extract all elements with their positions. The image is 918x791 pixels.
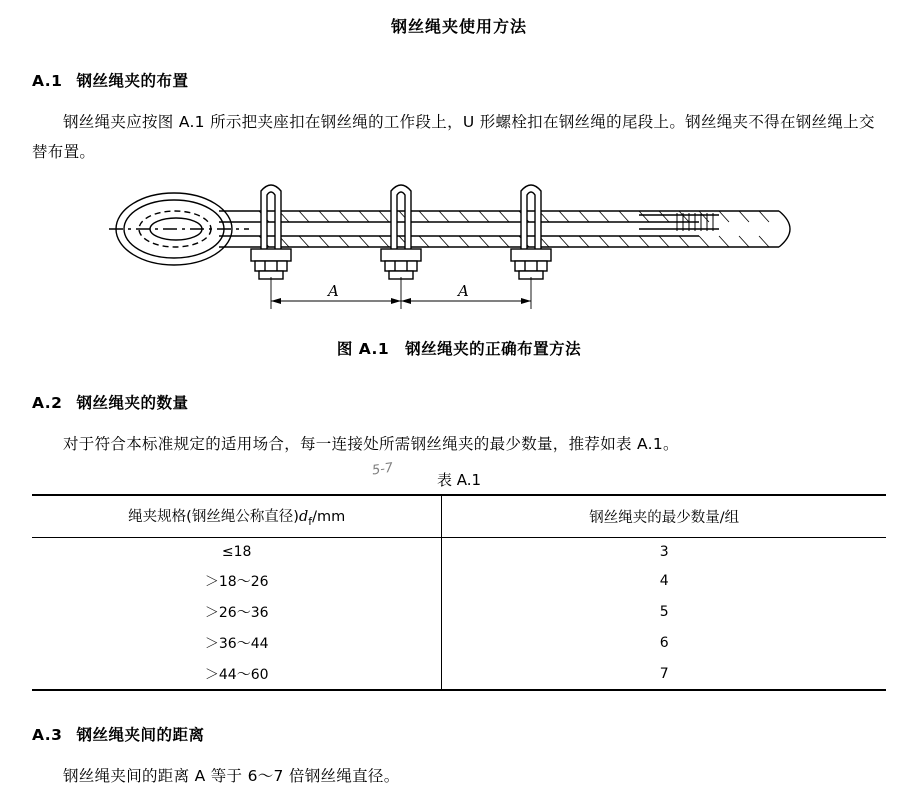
section-number-a3: A.3 bbox=[32, 725, 63, 744]
symbol-d-subscript: f bbox=[308, 514, 313, 528]
section-heading-a3 bbox=[32, 723, 886, 745]
cell-spec: ＞36～44 bbox=[32, 627, 442, 658]
cell-qty: 3 bbox=[659, 543, 669, 560]
section-paragraph-a3: 钢丝绳夹间的距离 A 等于 6～7 倍钢丝绳直径。 bbox=[63, 766, 400, 785]
cell-qty: 5 bbox=[659, 603, 669, 620]
table-caption: 表 A.1 bbox=[436, 471, 482, 489]
cell-qty: 4 bbox=[659, 572, 669, 589]
figure-dimension-label-2: A bbox=[458, 282, 469, 300]
clip-quantity-table bbox=[32, 494, 886, 691]
figure-caption: 图 A.1 钢丝绳夹的正确布置方法 bbox=[336, 340, 582, 358]
section-title-a3: 钢丝绳夹间的距离 bbox=[76, 725, 205, 744]
cell-spec: ＞26～36 bbox=[32, 596, 442, 627]
document-page bbox=[0, 14, 918, 785]
cell-spec: ＞18～26 bbox=[32, 565, 442, 596]
section-paragraph-a1: 钢丝绳夹应按图 A.1 所示把夹座扣在钢丝绳的工作段上，U 形螺栓扣在钢丝绳的尾段上。钢丝绳夹不得在钢丝绳上交替布置。 bbox=[32, 113, 875, 161]
section-number-a1: A.1 bbox=[32, 72, 63, 90]
section-title-a1: 钢丝绳夹的布置 bbox=[76, 72, 189, 90]
wire-rope-clip-diagram bbox=[79, 177, 839, 327]
page-title: 钢丝绳夹使用方法 bbox=[390, 17, 527, 36]
cell-spec: ＞44～60 bbox=[32, 658, 442, 690]
section-paragraph-a2: 对于符合本标准规定的适用场合，每一连接处所需钢丝绳夹的最少数量，推荐如表 A.1。 bbox=[63, 435, 679, 453]
table-row bbox=[32, 596, 886, 627]
handwritten-annotation: 5-7 bbox=[371, 460, 395, 479]
section-title-a2: 钢丝绳夹的数量 bbox=[76, 394, 189, 412]
table-header-spec: 绳夹规格(钢丝绳公称直径)$d_f/mm$ bbox=[32, 495, 442, 537]
cell-qty: 6 bbox=[659, 634, 669, 651]
cell-qty: 7 bbox=[659, 665, 669, 682]
symbol-d: d bbox=[298, 509, 309, 525]
table-row bbox=[32, 565, 886, 596]
section-heading-a2 bbox=[32, 391, 886, 413]
table-row bbox=[32, 537, 886, 565]
table-row bbox=[32, 627, 886, 658]
table-header-qty: 钢丝绳夹的最少数量/组 bbox=[589, 509, 740, 526]
section-number-a2: A.2 bbox=[32, 394, 63, 412]
cell-spec: ≤18 bbox=[32, 537, 442, 565]
table-row bbox=[32, 658, 886, 690]
section-heading-a1 bbox=[32, 69, 886, 91]
table-body bbox=[32, 537, 886, 690]
table-header-row bbox=[32, 495, 886, 537]
table-header bbox=[32, 495, 886, 537]
figure-dimension-label-1: A bbox=[328, 282, 339, 300]
figure-a1 bbox=[32, 177, 886, 359]
